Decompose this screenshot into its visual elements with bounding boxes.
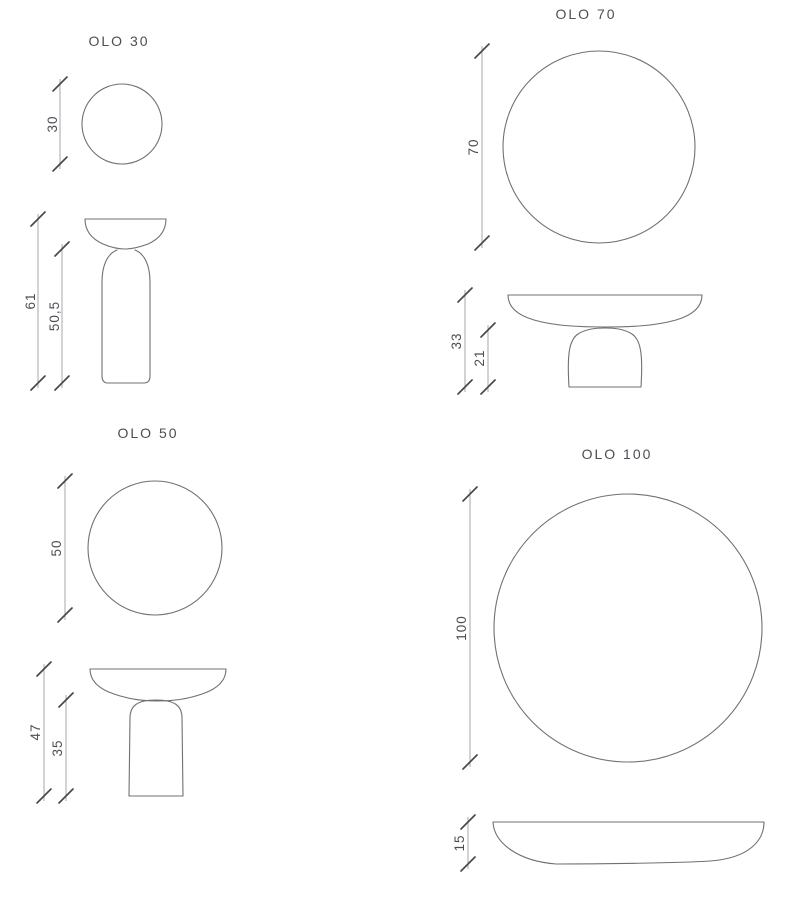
side-view-top-olo-50 xyxy=(90,669,226,701)
base-height-dimension-olo-50 xyxy=(50,693,73,803)
top-view-circle-olo-50 xyxy=(88,481,222,615)
diameter-dimension-olo-100 xyxy=(454,487,477,769)
base-height-label-olo-30: 50,5 xyxy=(47,300,62,332)
drawing-olo-70 xyxy=(449,6,702,394)
base-height-dimension-olo-70 xyxy=(472,323,495,394)
side-view-base-olo-50 xyxy=(129,700,183,796)
top-view-circle-olo-100 xyxy=(494,494,762,762)
total-height-label-olo-70: 33 xyxy=(449,332,464,350)
drawing-olo-30 xyxy=(23,33,166,390)
base-height-label-olo-50: 35 xyxy=(50,739,65,757)
diameter-dimension-olo-70 xyxy=(466,44,489,250)
drawing-olo-50 xyxy=(28,425,226,803)
diameter-dimension-olo-30 xyxy=(45,77,67,171)
top-view-circle-olo-70 xyxy=(503,51,695,243)
drawing-title-olo-30: OLO 30 xyxy=(88,33,150,49)
diameter-label-olo-50: 50 xyxy=(49,539,64,557)
total-height-label-olo-100: 15 xyxy=(452,834,467,852)
side-view-top-olo-30 xyxy=(85,219,166,249)
base-height-label-olo-70: 21 xyxy=(472,349,487,367)
total-height-dimension-olo-50 xyxy=(28,662,51,803)
total-height-dimension-olo-100 xyxy=(452,815,475,871)
drawing-title-olo-50: OLO 50 xyxy=(117,425,179,441)
side-view-top-olo-100 xyxy=(493,822,764,864)
side-view-base-olo-70 xyxy=(568,328,641,387)
drawing-olo-100 xyxy=(452,446,764,871)
base-height-dimension-olo-30 xyxy=(47,242,69,390)
side-view-top-olo-70 xyxy=(508,295,702,327)
drawing-title-olo-70: OLO 70 xyxy=(555,6,617,22)
diameter-label-olo-100: 100 xyxy=(454,615,469,641)
total-height-dimension-olo-70 xyxy=(449,288,472,394)
diameter-label-olo-70: 70 xyxy=(466,138,481,156)
total-height-dimension-olo-30 xyxy=(23,212,45,390)
diameter-label-olo-30: 30 xyxy=(45,115,60,133)
top-view-circle-olo-30 xyxy=(82,84,162,164)
side-view-base-olo-30 xyxy=(102,250,150,383)
diameter-dimension-olo-50 xyxy=(49,474,72,622)
total-height-label-olo-50: 47 xyxy=(28,723,43,741)
total-height-label-olo-30: 61 xyxy=(23,292,38,310)
drawing-title-olo-100: OLO 100 xyxy=(581,446,653,462)
